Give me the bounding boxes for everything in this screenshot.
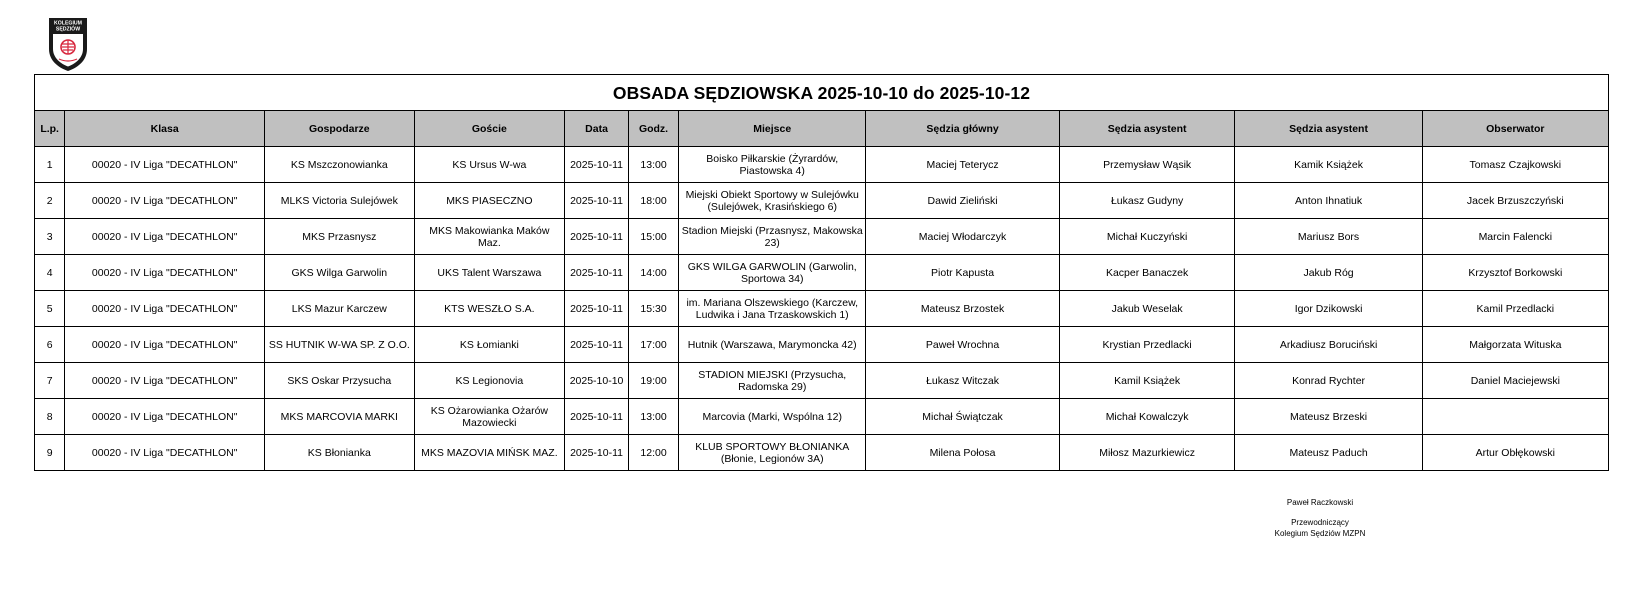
cell-sedzia-asystent-2: Mateusz Brzeski bbox=[1235, 399, 1422, 435]
table-row bbox=[35, 327, 1609, 363]
cell-godz: 14:00 bbox=[628, 255, 678, 291]
cell-obserwator: Kamil Przedlacki bbox=[1422, 291, 1608, 327]
cell-goscie: MKS MAZOVIA MIŃSK MAZ. bbox=[414, 435, 565, 471]
col-header-lp: L.p. bbox=[35, 111, 65, 147]
cell-goscie: KTS WESZŁO S.A. bbox=[414, 291, 565, 327]
cell-miejsce: Hutnik (Warszawa, Marymoncka 42) bbox=[679, 327, 866, 363]
signature-role-line1: Przewodniczący bbox=[1291, 518, 1349, 527]
cell-lp: 9 bbox=[35, 435, 65, 471]
cell-data: 2025-10-11 bbox=[565, 291, 629, 327]
cell-sedzia-asystent-1: Krystian Przedlacki bbox=[1059, 327, 1235, 363]
table-row bbox=[35, 435, 1609, 471]
page-title: OBSADA SĘDZIOWSKA 2025-10-10 do 2025-10-12 bbox=[35, 75, 1609, 111]
cell-goscie: KS Legionovia bbox=[414, 363, 565, 399]
cell-godz: 17:00 bbox=[628, 327, 678, 363]
cell-gospodarze: SS HUTNIK W-WA SP. Z O.O. bbox=[265, 327, 415, 363]
table-row bbox=[35, 147, 1609, 183]
cell-lp: 3 bbox=[35, 219, 65, 255]
cell-klasa: 00020 - IV Liga "DECATHLON" bbox=[65, 435, 265, 471]
cell-klasa: 00020 - IV Liga "DECATHLON" bbox=[65, 183, 265, 219]
cell-data: 2025-10-11 bbox=[565, 147, 629, 183]
cell-sedzia-glowny: Dawid Zieliński bbox=[866, 183, 1059, 219]
cell-sedzia-glowny: Mateusz Brzostek bbox=[866, 291, 1059, 327]
cell-gospodarze: SKS Oskar Przysucha bbox=[265, 363, 415, 399]
cell-godz: 18:00 bbox=[628, 183, 678, 219]
cell-obserwator: Daniel Maciejewski bbox=[1422, 363, 1608, 399]
col-header-sedzia-asystent-2: Sędzia asystent bbox=[1235, 111, 1422, 147]
cell-goscie: MKS PIASECZNO bbox=[414, 183, 565, 219]
cell-gospodarze: MKS Przasnysz bbox=[265, 219, 415, 255]
cell-obserwator bbox=[1422, 399, 1608, 435]
cell-miejsce: GKS WILGA GARWOLIN (Garwolin, Sportowa 34) bbox=[679, 255, 866, 291]
cell-klasa: 00020 - IV Liga "DECATHLON" bbox=[65, 255, 265, 291]
cell-lp: 4 bbox=[35, 255, 65, 291]
logo-line2: SĘDZIÓW bbox=[55, 26, 81, 33]
cell-sedzia-asystent-1: Kacper Banaczek bbox=[1059, 255, 1235, 291]
col-header-data: Data bbox=[565, 111, 629, 147]
col-header-sedzia-asystent-1: Sędzia asystent bbox=[1059, 111, 1235, 147]
cell-sedzia-asystent-2: Jakub Róg bbox=[1235, 255, 1422, 291]
cell-miejsce: im. Mariana Olszewskiego (Karczew, Ludwika i Jana Trzaskowskich 1) bbox=[679, 291, 866, 327]
cell-godz: 19:00 bbox=[628, 363, 678, 399]
cell-obserwator: Marcin Falencki bbox=[1422, 219, 1608, 255]
cell-miejsce: Stadion Miejski (Przasnysz, Makowska 23) bbox=[679, 219, 866, 255]
cell-miejsce: Boisko Piłkarskie (Żyrardów, Piastowska 4) bbox=[679, 147, 866, 183]
cell-godz: 13:00 bbox=[628, 147, 678, 183]
cell-obserwator: Artur Obłękowski bbox=[1422, 435, 1608, 471]
cell-klasa: 00020 - IV Liga "DECATHLON" bbox=[65, 327, 265, 363]
referee-assignments-table bbox=[34, 74, 1609, 471]
cell-miejsce: Miejski Obiekt Sportowy w Sulejówku (Sulejówek, Krasińskiego 6) bbox=[679, 183, 866, 219]
cell-lp: 5 bbox=[35, 291, 65, 327]
col-header-godz: Godz. bbox=[628, 111, 678, 147]
cell-obserwator: Jacek Brzuszczyński bbox=[1422, 183, 1608, 219]
logo-line1: KOLEGIUM bbox=[54, 20, 82, 27]
col-header-gospodarze: Gospodarze bbox=[265, 111, 415, 147]
table-body bbox=[35, 147, 1609, 471]
col-header-sedzia-glowny: Sędzia główny bbox=[866, 111, 1059, 147]
cell-data: 2025-10-11 bbox=[565, 399, 629, 435]
cell-gospodarze: GKS Wilga Garwolin bbox=[265, 255, 415, 291]
cell-obserwator: Tomasz Czajkowski bbox=[1422, 147, 1608, 183]
col-header-goscie: Goście bbox=[414, 111, 565, 147]
cell-gospodarze: LKS Mazur Karczew bbox=[265, 291, 415, 327]
cell-obserwator: Małgorzata Wituska bbox=[1422, 327, 1608, 363]
table-row bbox=[35, 291, 1609, 327]
table-row bbox=[35, 363, 1609, 399]
col-header-klasa: Klasa bbox=[65, 111, 265, 147]
cell-lp: 1 bbox=[35, 147, 65, 183]
cell-miejsce: KLUB SPORTOWY BŁONIANKA (Błonie, Legionów 3A) bbox=[679, 435, 866, 471]
cell-data: 2025-10-11 bbox=[565, 255, 629, 291]
cell-sedzia-asystent-2: Igor Dzikowski bbox=[1235, 291, 1422, 327]
col-header-obserwator: Obserwator bbox=[1422, 111, 1608, 147]
cell-gospodarze: KS Błonianka bbox=[265, 435, 415, 471]
cell-klasa: 00020 - IV Liga "DECATHLON" bbox=[65, 147, 265, 183]
cell-sedzia-asystent-1: Jakub Weselak bbox=[1059, 291, 1235, 327]
table-header-row bbox=[35, 111, 1609, 147]
cell-data: 2025-10-11 bbox=[565, 327, 629, 363]
cell-sedzia-asystent-1: Przemysław Wąsik bbox=[1059, 147, 1235, 183]
cell-gospodarze: MKS MARCOVIA MARKI bbox=[265, 399, 415, 435]
signature-role bbox=[1240, 517, 1400, 539]
cell-sedzia-asystent-1: Michał Kuczyński bbox=[1059, 219, 1235, 255]
cell-sedzia-asystent-2: Konrad Rychter bbox=[1235, 363, 1422, 399]
cell-goscie: MKS Makowianka Maków Maz. bbox=[414, 219, 565, 255]
cell-goscie: KS Ożarowianka Ożarów Mazowiecki bbox=[414, 399, 565, 435]
cell-klasa: 00020 - IV Liga "DECATHLON" bbox=[65, 219, 265, 255]
cell-sedzia-asystent-1: Łukasz Gudyny bbox=[1059, 183, 1235, 219]
cell-gospodarze: MLKS Victoria Sulejówek bbox=[265, 183, 415, 219]
cell-data: 2025-10-11 bbox=[565, 183, 629, 219]
kolegium-logo bbox=[47, 17, 89, 72]
cell-obserwator: Krzysztof Borkowski bbox=[1422, 255, 1608, 291]
cell-sedzia-glowny: Łukasz Witczak bbox=[866, 363, 1059, 399]
col-header-miejsce: Miejsce bbox=[679, 111, 866, 147]
cell-sedzia-asystent-2: Mariusz Bors bbox=[1235, 219, 1422, 255]
cell-lp: 2 bbox=[35, 183, 65, 219]
signature-role-line2: Kolegium Sędziów MZPN bbox=[1274, 529, 1366, 538]
cell-godz: 12:00 bbox=[628, 435, 678, 471]
cell-lp: 8 bbox=[35, 399, 65, 435]
cell-sedzia-asystent-1: Michał Kowalczyk bbox=[1059, 399, 1235, 435]
table-row bbox=[35, 219, 1609, 255]
cell-klasa: 00020 - IV Liga "DECATHLON" bbox=[65, 291, 265, 327]
cell-klasa: 00020 - IV Liga "DECATHLON" bbox=[65, 399, 265, 435]
cell-sedzia-glowny: Maciej Teterycz bbox=[866, 147, 1059, 183]
cell-godz: 15:30 bbox=[628, 291, 678, 327]
shield-logo-icon bbox=[47, 17, 89, 72]
cell-godz: 15:00 bbox=[628, 219, 678, 255]
table-row bbox=[35, 183, 1609, 219]
cell-godz: 13:00 bbox=[628, 399, 678, 435]
cell-sedzia-glowny: Piotr Kapusta bbox=[866, 255, 1059, 291]
signature-name: Paweł Raczkowski bbox=[1286, 498, 1354, 507]
cell-sedzia-asystent-1: Miłosz Mazurkiewicz bbox=[1059, 435, 1235, 471]
table-row bbox=[35, 255, 1609, 291]
cell-goscie: KS Łomianki bbox=[414, 327, 565, 363]
cell-gospodarze: KS Mszczonowianka bbox=[265, 147, 415, 183]
cell-sedzia-asystent-2: Arkadiusz Boruciński bbox=[1235, 327, 1422, 363]
cell-data: 2025-10-11 bbox=[565, 435, 629, 471]
cell-sedzia-glowny: Maciej Włodarczyk bbox=[866, 219, 1059, 255]
cell-sedzia-asystent-1: Kamil Książek bbox=[1059, 363, 1235, 399]
cell-data: 2025-10-11 bbox=[565, 219, 629, 255]
cell-sedzia-glowny: Paweł Wrochna bbox=[866, 327, 1059, 363]
cell-goscie: UKS Talent Warszawa bbox=[414, 255, 565, 291]
cell-lp: 6 bbox=[35, 327, 65, 363]
cell-sedzia-glowny: Milena Połosa bbox=[866, 435, 1059, 471]
cell-sedzia-glowny: Michał Świątczak bbox=[866, 399, 1059, 435]
cell-sedzia-asystent-2: Anton Ihnatiuk bbox=[1235, 183, 1422, 219]
table-row bbox=[35, 399, 1609, 435]
cell-data: 2025-10-10 bbox=[565, 363, 629, 399]
cell-goscie: KS Ursus W-wa bbox=[414, 147, 565, 183]
cell-miejsce: Marcovia (Marki, Wspólna 12) bbox=[679, 399, 866, 435]
cell-sedzia-asystent-2: Kamik Książek bbox=[1235, 147, 1422, 183]
cell-lp: 7 bbox=[35, 363, 65, 399]
cell-klasa: 00020 - IV Liga "DECATHLON" bbox=[65, 363, 265, 399]
cell-miejsce: STADION MIEJSKI (Przysucha, Radomska 29) bbox=[679, 363, 866, 399]
cell-sedzia-asystent-2: Mateusz Paduch bbox=[1235, 435, 1422, 471]
